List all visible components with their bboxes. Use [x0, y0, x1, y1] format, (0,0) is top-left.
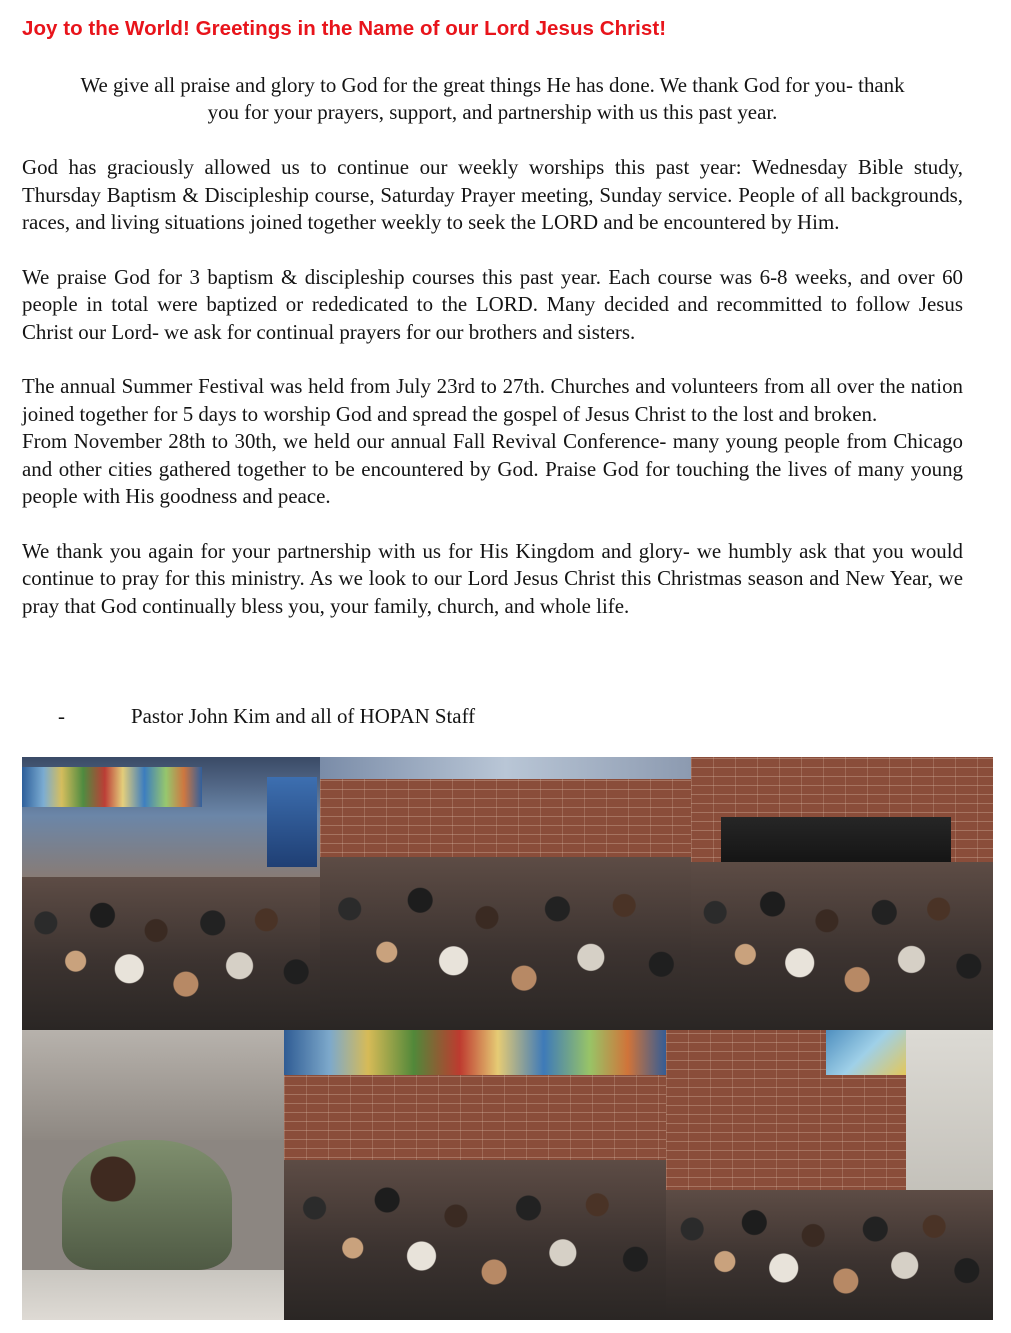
signature-name: Pastor John Kim and all of HOPAN Staff [131, 704, 476, 728]
photo-praise-band [691, 757, 993, 1030]
paragraph-weekly-worships: God has graciously allowed us to continue our weekly worships this past year: Wednesday Bible study, Thursday Baptism & Discipleship course, Saturday Prayer meeting, Sunday service. People of all backgrounds, races, and living situations joined together weekly to seek the LORD and be encountered by Him. [22, 155, 963, 235]
signature-dash: - [58, 704, 65, 728]
letter-body [22, 72, 963, 620]
greeting-heading: Joy to the World! Greetings in the Name of our Lord Jesus Christ! [22, 17, 667, 40]
paragraph-baptism-courses: We praise God for 3 baptism & discipleship courses this past year. Each course was 6-8 weeks, and over 60 people in total were baptized or rededicated to the LORD. Many decided and recommitted to follow Jesus Christ our Lord- we ask for continual prayers for our brothers and sisters. [22, 264, 963, 344]
paragraph-closing-thanks: We thank you again for your partnership with us for His Kingdom and glory- we humbly ask that you would continue to pray for this ministry. As we look to our Lord Jesus Christ this Christmas season and New Year, we pray that God continually bless you, your family, church, and whole life. [22, 538, 963, 618]
signature-line [58, 703, 475, 730]
paragraph-thanks-line-2: you for your prayers, support, and partnership with us this past year. [207, 100, 778, 125]
photo-baptism [22, 1030, 284, 1320]
paragraph-summer-festival: The annual Summer Festival was held from July 23rd to 27th. Churches and volunteers from all over the nation joined together for 5 days to worship God and spread the gospel of Jesus Christ to the lost and broken. [22, 374, 963, 426]
photo-prayer-circle [320, 757, 691, 1030]
paragraph-fall-revival: From November 28th to 30th, we held our annual Fall Revival Conference- many young people from Chicago and other cities gathered together to be encountered by God. Praise God for touching the lives of many young people with His goodness and peace. [22, 429, 963, 509]
paragraph-thanks-line-1: We give all praise and glory to God for the great things He has done. We thank God for you- thank [80, 73, 905, 97]
photo-worship-arms-raised [284, 1030, 666, 1320]
photo-worship-hands-raised [22, 757, 320, 1030]
photo-small-group-discussion [666, 1030, 993, 1320]
